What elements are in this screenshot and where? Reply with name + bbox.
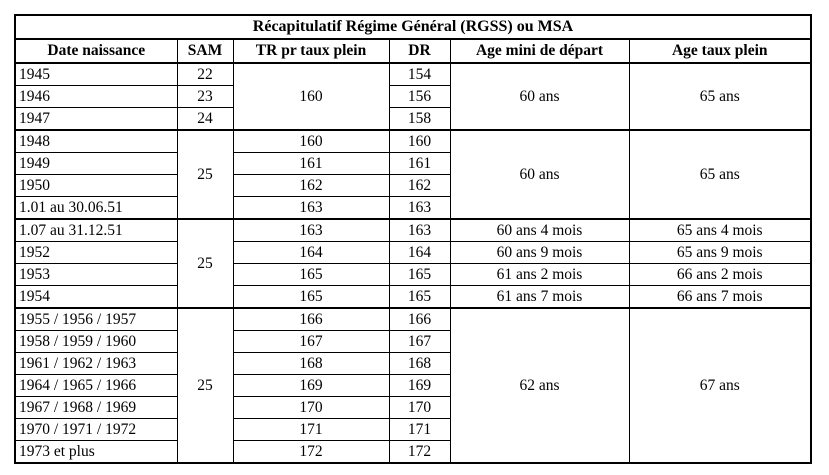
cell-dr: 172 bbox=[389, 441, 450, 464]
header-sam: SAM bbox=[177, 39, 233, 63]
table-title: Récapitulatif Régime Général (RGSS) ou MSA bbox=[15, 15, 811, 39]
cell-date: 1950 bbox=[15, 175, 177, 197]
table-row bbox=[15, 286, 811, 309]
cell-sam: 25 bbox=[177, 308, 233, 463]
cell-tr: 166 bbox=[233, 308, 389, 331]
cell-date: 1948 bbox=[15, 130, 177, 153]
cell-dr: 163 bbox=[389, 197, 450, 220]
header-date-naissance: Date naissance bbox=[15, 39, 177, 63]
cell-tr: 167 bbox=[233, 331, 389, 353]
cell-tr: 165 bbox=[233, 264, 389, 286]
cell-tr: 161 bbox=[233, 153, 389, 175]
cell-date: 1.01 au 30.06.51 bbox=[15, 197, 177, 220]
cell-date: 1955 / 1956 / 1957 bbox=[15, 308, 177, 331]
cell-dr: 162 bbox=[389, 175, 450, 197]
table-row bbox=[15, 242, 811, 264]
cell-date: 1964 / 1965 / 1966 bbox=[15, 375, 177, 397]
cell-dr: 164 bbox=[389, 242, 450, 264]
cell-age-mini: 60 ans 4 mois bbox=[450, 219, 629, 242]
table-row bbox=[15, 264, 811, 286]
cell-dr: 160 bbox=[389, 130, 450, 153]
cell-age-taux: 66 ans 2 mois bbox=[629, 264, 811, 286]
cell-age-mini: 61 ans 2 mois bbox=[450, 264, 629, 286]
cell-date: 1949 bbox=[15, 153, 177, 175]
cell-date: 1970 / 1971 / 1972 bbox=[15, 419, 177, 441]
cell-tr: 164 bbox=[233, 242, 389, 264]
cell-sam: 25 bbox=[177, 219, 233, 308]
cell-age-mini: 61 ans 7 mois bbox=[450, 286, 629, 309]
cell-age-mini: 60 ans 9 mois bbox=[450, 242, 629, 264]
cell-dr: 163 bbox=[389, 219, 450, 242]
cell-tr: 160 bbox=[233, 130, 389, 153]
recap-table-container bbox=[14, 14, 812, 464]
cell-dr: 165 bbox=[389, 264, 450, 286]
cell-tr: 160 bbox=[233, 63, 389, 130]
cell-age-taux: 65 ans 4 mois bbox=[629, 219, 811, 242]
cell-tr: 172 bbox=[233, 441, 389, 464]
cell-date: 1946 bbox=[15, 86, 177, 108]
cell-dr: 154 bbox=[389, 63, 450, 86]
cell-date: 1952 bbox=[15, 242, 177, 264]
cell-sam: 25 bbox=[177, 130, 233, 219]
cell-age-mini: 62 ans bbox=[450, 308, 629, 463]
cell-date: 1954 bbox=[15, 286, 177, 309]
table-row bbox=[15, 130, 811, 153]
cell-date: 1961 / 1962 / 1963 bbox=[15, 353, 177, 375]
cell-tr: 163 bbox=[233, 197, 389, 220]
cell-dr: 167 bbox=[389, 331, 450, 353]
header-tr-taux-plein: TR pr taux plein bbox=[233, 39, 389, 63]
cell-dr: 171 bbox=[389, 419, 450, 441]
cell-tr: 163 bbox=[233, 219, 389, 242]
cell-date: 1947 bbox=[15, 108, 177, 131]
cell-tr: 169 bbox=[233, 375, 389, 397]
cell-age-taux: 67 ans bbox=[629, 308, 811, 463]
cell-age-mini: 60 ans bbox=[450, 130, 629, 219]
table-row bbox=[15, 63, 811, 86]
cell-date: 1967 / 1968 / 1969 bbox=[15, 397, 177, 419]
cell-sam: 24 bbox=[177, 108, 233, 131]
cell-tr: 171 bbox=[233, 419, 389, 441]
cell-sam: 22 bbox=[177, 63, 233, 86]
recap-table bbox=[14, 14, 812, 464]
cell-age-taux: 65 ans bbox=[629, 130, 811, 219]
cell-age-taux: 65 ans 9 mois bbox=[629, 242, 811, 264]
cell-age-mini: 60 ans bbox=[450, 63, 629, 130]
cell-dr: 168 bbox=[389, 353, 450, 375]
cell-dr: 158 bbox=[389, 108, 450, 131]
cell-age-taux: 66 ans 7 mois bbox=[629, 286, 811, 309]
table-row bbox=[15, 219, 811, 242]
cell-age-taux: 65 ans bbox=[629, 63, 811, 130]
cell-dr: 161 bbox=[389, 153, 450, 175]
cell-dr: 156 bbox=[389, 86, 450, 108]
cell-dr: 170 bbox=[389, 397, 450, 419]
cell-dr: 165 bbox=[389, 286, 450, 309]
header-dr: DR bbox=[389, 39, 450, 63]
cell-sam: 23 bbox=[177, 86, 233, 108]
table-row bbox=[15, 308, 811, 331]
cell-date: 1.07 au 31.12.51 bbox=[15, 219, 177, 242]
header-age-mini-depart: Age mini de départ bbox=[450, 39, 629, 63]
cell-dr: 166 bbox=[389, 308, 450, 331]
cell-tr: 162 bbox=[233, 175, 389, 197]
cell-date: 1958 / 1959 / 1960 bbox=[15, 331, 177, 353]
header-age-taux-plein: Age taux plein bbox=[629, 39, 811, 63]
cell-date: 1945 bbox=[15, 63, 177, 86]
cell-tr: 168 bbox=[233, 353, 389, 375]
cell-date: 1953 bbox=[15, 264, 177, 286]
cell-dr: 169 bbox=[389, 375, 450, 397]
cell-date: 1973 et plus bbox=[15, 441, 177, 464]
cell-tr: 165 bbox=[233, 286, 389, 309]
cell-tr: 170 bbox=[233, 397, 389, 419]
